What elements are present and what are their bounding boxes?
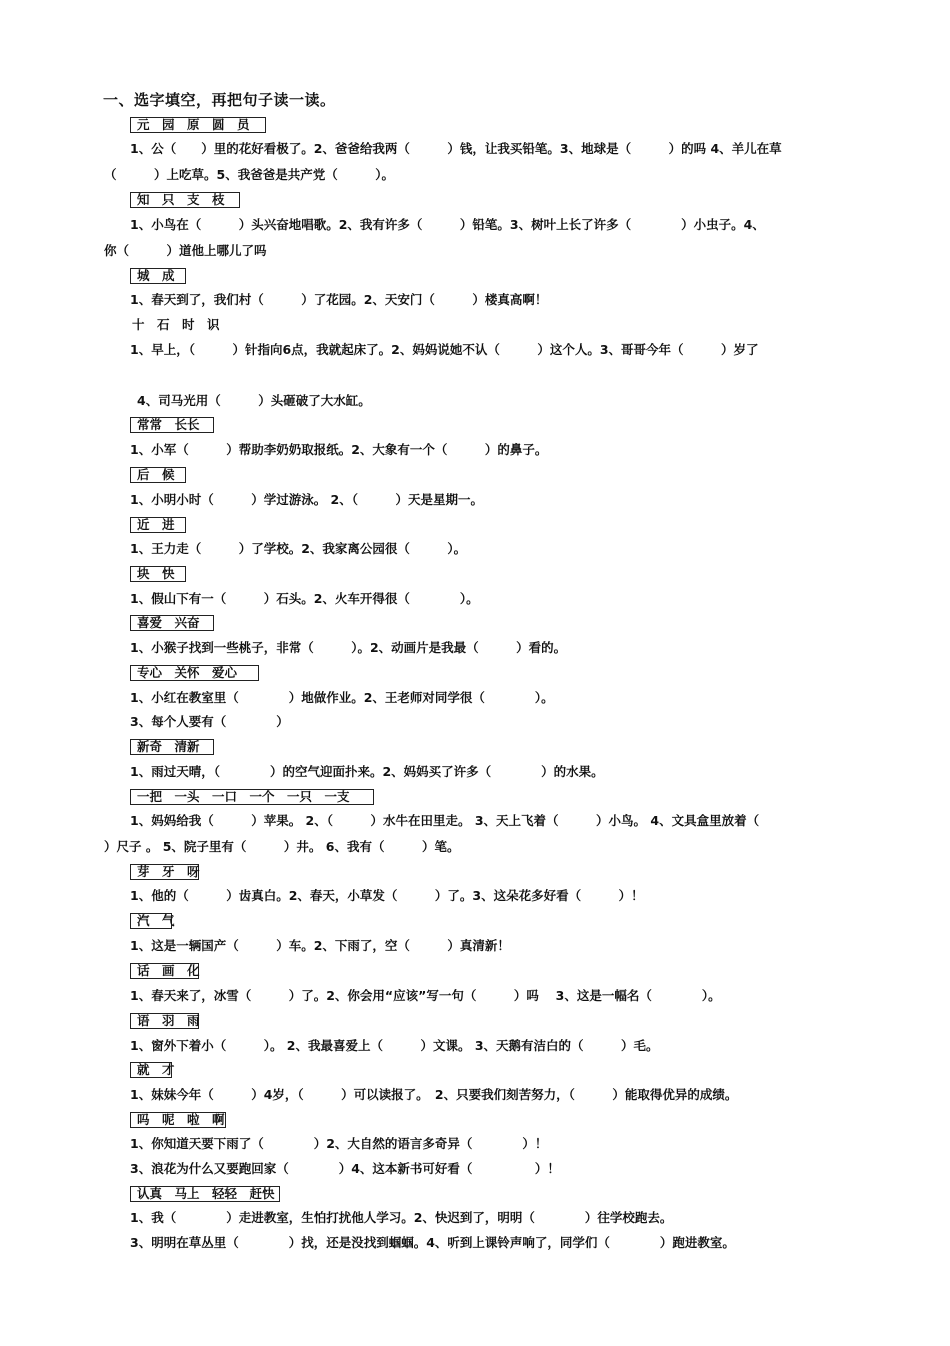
sentence-line: 1、小红在教室里（ ）地做作业。2、王老师对同学很（ ）。 [130, 690, 554, 705]
word-choice-box: 常常 长长 [130, 417, 214, 433]
word-choice-box: 后 候 [130, 467, 186, 483]
word-choice-box: 块 快 [130, 566, 186, 582]
sentence-line: 1、假山下有一（ ）石头。2、火车开得很（ ）。 [130, 591, 479, 606]
sentence-line: 1、妈妈给我（ ）苹果。 2、（ ）水牛在田里走。 3、天上飞着（ ）小鸟。 4、文具盒里放着（ [130, 813, 760, 828]
sentence-line: 你（ ）道他上哪儿了吗 [104, 243, 267, 258]
sentence-line: 1、你知道天要下雨了（ ）2、大自然的语言多奇异（ ）！ [130, 1136, 548, 1151]
sentence-line: （ ）上吃草。5、我爸爸是共产党（ ）。 [104, 167, 394, 182]
sentence-line: 1、雨过天晴，（ ）的空气迎面扑来。2、妈妈买了许多（ ）的水果。 [130, 764, 604, 779]
word-choice-box: 城 成 [130, 268, 186, 284]
word-choice-box: 话 画 化 [130, 963, 199, 979]
sentence-line: 1、小猴子找到一些桃子，非常（ ）。2、动画片是我最（ ）看的。 [130, 640, 567, 655]
sentence-line: 1、小军（ ）帮助李奶奶取报纸。2、大象有一个（ ）的鼻子。 [130, 442, 548, 457]
word-choice-box: 就 才 [130, 1062, 172, 1078]
word-choice-label: 十 石 时 识 [132, 317, 220, 332]
sentence-line: 1、公（ ）里的花好看极了。2、爸爸给我两（ ）钱，让我买铅笔。3、地球是（ ）的吗 4、羊儿在草 [130, 141, 782, 156]
sentence-line: 1、春天来了，冰雪（ ）了。2、你会用“应该”写一句（ ）吗 3、这是一幅名（ ）。 [130, 988, 721, 1003]
sentence-line: 1、王力走（ ）了学校。2、我家离公园很（ ）。 [130, 541, 467, 556]
sentence-line: 3、明明在草丛里（ ）找，还是没找到蝈蝈。4、听到上课铃声响了，同学们（ ）跑进教室。 [130, 1235, 735, 1250]
sentence-line: 4、司马光用（ ）头砸破了大水缸。 [137, 393, 371, 408]
sentence-line: 1、他的（ ）齿真白。2、春天，小草发（ ）了。3、这朵花多好看（ ）！ [130, 888, 644, 903]
sentence-line: 1、早上，（ ）针指向6点，我就起床了。2、妈妈说她不认（ ）这个人。3、哥哥今年（ ）岁了 [130, 342, 759, 357]
sentence-line: 1、我（ ）走进教室，生怕打扰他人学习。2、快迟到了，明明（ ）往学校跑去。 [130, 1210, 673, 1225]
sentence-line: 1、窗外下着小（ ）。 2、我最喜爱上（ ）文课。 3、天鹅有洁白的（ ）毛。 [130, 1038, 659, 1053]
word-choice-box: 汽 气 [130, 913, 172, 929]
word-choice-box: 吗 呢 啦 啊 [130, 1112, 226, 1128]
word-choice-box: 元 园 原 圆 员 [130, 117, 266, 133]
word-choice-box: 知 只 支 枝 [130, 192, 240, 208]
sentence-line: 1、妹妹今年（ ）4岁，（ ）可以读报了。 2、只要我们刻苦努力，（ ）能取得优异的成绩。 [130, 1087, 738, 1102]
word-choice-box: 一把 一头 一口 一个 一只 一支 [130, 789, 374, 805]
word-choice-box: 语 羽 雨 [130, 1013, 199, 1029]
word-choice-box: 新奇 清新 [130, 739, 214, 755]
sentence-line: 1、这是一辆国产（ ）车。2、下雨了，空（ ）真清新！ [130, 938, 510, 953]
sentence-line: 1、春天到了，我们村（ ）了花园。2、天安门（ ）楼真高啊！ [130, 292, 548, 307]
word-choice-box: 喜爱 兴奋 [130, 615, 214, 631]
sentence-line: ）尺子 。 5、院子里有（ ）井。 6、我有（ ）笔。 [104, 839, 460, 854]
sentence-line: 1、小鸟在（ ）头兴奋地唱歌。2、我有许多（ ）铅笔。3、树叶上长了许多（ ）小虫子。4、 [130, 217, 765, 232]
sentence-line: 1、小明小时（ ）学过游泳。 2、（ ）天是星期一。 [130, 492, 483, 507]
sentence-line: 3、每个人要有（ ） [130, 714, 289, 729]
word-choice-box: 专心 关怀 爱心 [130, 665, 259, 681]
sentence-line: 3、浪花为什么又要跑回家（ ）4、这本新书可好看（ ）！ [130, 1161, 560, 1176]
word-choice-box: 认真 马上 轻轻 赶快 [130, 1186, 280, 1202]
word-choice-box: 近 进 [130, 517, 186, 533]
worksheet-title: 一、选字填空，再把句子读一读。 [103, 91, 336, 109]
word-choice-box: 芽 牙 呀 [130, 864, 199, 880]
